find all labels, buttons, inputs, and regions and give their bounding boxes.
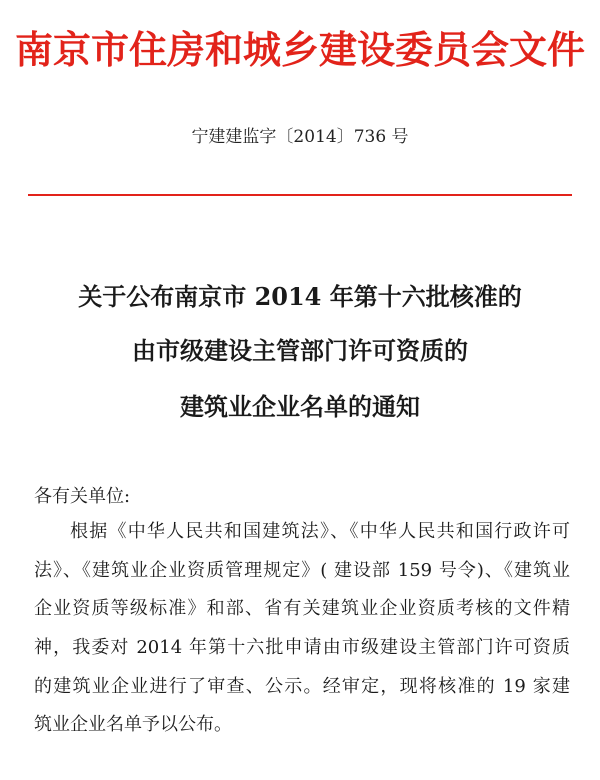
- notice-title-line-1: 关于公布南京市 2014 年第十六批核准的: [78, 282, 522, 311]
- body-paragraph-line: 企业资质等级标准》和部、省有关建筑业企业资质考核的文件精: [34, 598, 570, 619]
- body-paragraph-line: 神，我委对 2014 年第十六批申请由市级建设主管部门许可资质: [34, 637, 570, 658]
- notice-title-line-2: 由市级建设主管部门许可资质的: [132, 336, 468, 365]
- salutation: 各有关单位:: [34, 486, 131, 507]
- body-paragraph-line: 根据《中华人民共和国建筑法》、《中华人民共和国行政许可: [70, 521, 570, 542]
- notice-title-line-3: 建筑业企业名单的通知: [180, 392, 420, 421]
- issuer-title: 南京市住房和城乡建设委员会文件: [14, 28, 585, 72]
- document-number: 宁建建监字〔2014〕736 号: [191, 127, 409, 147]
- red-divider-line: [28, 194, 572, 196]
- body-paragraph-line: 法》、《建筑业企业资质管理规定》( 建设部 159 号令)、《建筑业: [34, 560, 570, 581]
- body-paragraph-line: 筑业企业名单予以公布。: [34, 714, 232, 735]
- body-paragraph-line: 的建筑业企业进行了审查、公示。经审定，现将核准的 19 家建: [34, 676, 570, 697]
